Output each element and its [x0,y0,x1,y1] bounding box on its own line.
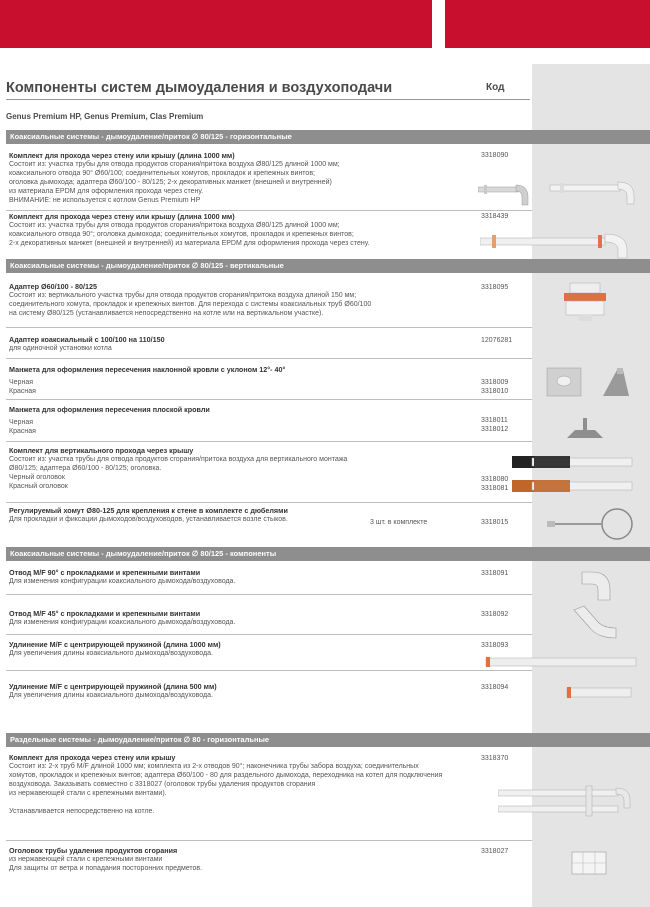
list-item [9,846,529,873]
item-description-line: из нержавеющей стали с крепежными винтами). [9,790,167,797]
adapter-icon [556,281,616,323]
list-item [9,212,529,248]
vertical-roof-kit-icon [512,452,634,498]
item-description-line: Для увеличения длины коаксиального дымохода/воздуховода. [9,650,213,657]
list-item [9,506,529,524]
item-title: Манжета для оформления пересечения наклонной кровли с уклоном 12°- 40° [9,365,286,374]
item-description-line: Состоит из: участка трубы для отвода продуктов сгорания/притока воздуха Ø80/125 длиной 1000 мм; [9,222,340,229]
item-description-line: Черный оголовок [9,474,65,481]
item-description-line: из материала EPDM для оформления прохода через стену. [9,188,204,195]
code-column-header: Код [486,82,505,93]
product-code: 3318091 [481,570,509,577]
wall-clamp-icon [543,506,633,542]
item-title: Отвод M/F 45° с прокладками и крепежными винтами [9,609,201,618]
item-title: Комплект для прохода через стену или крышу (длина 1000 мм) [9,151,235,160]
item-description-line: 2-х декоративных манжет (внешней и внутренней) из материала EPDM для оформления прохода через стену. [9,240,370,247]
list-item [9,151,529,205]
elbow-45-icon [570,604,620,640]
item-separator [6,670,532,671]
stainless-terminal-icon [568,848,610,880]
item-description-line: коаксиального отвода 90° Ø60/100; соединительных хомутов, прокладок и крепежных винтов; [9,170,315,177]
header-red-block-left [0,0,432,48]
product-code: 3318370 [481,755,509,762]
item-title: Комплект для прохода через стену или крышу [9,753,176,762]
item-title: Удлинение M/F с центрирующей пружиной (длина 500 мм) [9,682,217,691]
list-item [9,405,529,436]
item-title: Отвод M/F 90° с прокладками и крепежными винтами [9,568,201,577]
section-header-coaxial-vertical: Коаксиальные системы - дымоудаление/приток ∅ 80/125 - вертикальные [6,259,650,273]
list-item [9,446,529,491]
product-code: 3318094 [481,684,509,691]
horizontal-coaxial-kit-icon [480,226,635,260]
item-separator [6,327,532,328]
item-description-line [9,798,529,807]
item-separator [6,502,532,503]
item-description-line: Состоит из: участка трубы для отвода продуктов сгорания/притока воздуха для вертикального монтажа [9,456,348,463]
product-code: 3318092 [481,611,509,618]
header-red-block-right [445,0,650,48]
item-description-line: коаксиального отвода 90°; оголовка дымохода; соединительных хомутов, прокладок и крепежных винтов; [9,231,354,238]
product-code: 3318011 [481,417,508,424]
horizontal-coaxial-kit-icon [478,172,530,206]
item-description-line: ВНИМАНИЕ: не используется с котлом Genus Premium HP [9,197,201,204]
item-description-line: Устанавливается непосредственно на котле. [9,808,155,815]
product-code: 3318009 [481,379,509,386]
item-title: Оголовок трубы удаления продуктов сгорания [9,846,178,855]
separate-system-kit-icon [498,782,638,822]
top-band [0,0,650,48]
item-description-line: из нержавеющей стали с крепежными винтами [9,856,163,863]
list-item [9,609,529,627]
item-description-line: Состоит из: участка трубы для отвода продуктов сгорания/притока воздуха Ø80/125 длиной 1000 мм; [9,161,340,168]
list-item [9,682,529,700]
item-title: Адаптер Ø60/100 - 80/125 [9,282,97,291]
item-description-line: Черная [9,419,34,426]
list-item [9,640,529,658]
product-code: 3318012 [481,426,509,433]
item-title: Комплект для прохода через стену или крышу (длина 1000 мм) [9,212,235,221]
item-description-line: Состоит из: вертикального участка трубы для отвода продуктов сгорания/притока воздуха длиной 150 мм; [9,292,357,299]
item-description-line: Красная [9,428,36,435]
list-item [9,568,529,586]
product-code: 3318027 [481,848,509,855]
item-separator [6,210,532,211]
product-code: 3318095 [481,284,509,291]
product-code: 3318093 [481,642,509,649]
elbow-90-icon [578,568,618,602]
item-title: Удлинение M/F с центрирующей пружиной (длина 1000 мм) [9,640,221,649]
title-divider [6,99,530,100]
product-code: 3318015 [481,519,509,526]
item-title: Манжета для оформления пересечения плоской кровли [9,405,210,414]
extension-500-icon [563,684,635,700]
product-code: 3318080 [481,476,509,483]
section-header-separate-horizontal: Раздельные системы - дымоудаление/приток ∅ 80 - горизонтальные [6,733,650,747]
item-separator [6,634,532,635]
pitched-roof-flashing-icon [545,366,635,398]
list-item [9,365,529,396]
item-description-line: хомутов, прокладок и крепежных винтов; адаптера Ø60/100 - 80 для раздельного дымохода, переходника на котел для подключения [9,772,443,779]
item-separator [6,594,532,595]
item-title: Адаптер коаксиальный с 100/100 на 110/150 [9,335,165,344]
flat-roof-flashing-icon [565,414,605,440]
item-separator [6,399,532,400]
item-description-line: Для защиты от ветра и попадания посторонних предметов. [9,865,203,872]
list-item [9,335,529,353]
item-description-line: Ø80/125; адаптера Ø60/100 - 80/125; оголовка. [9,465,162,472]
extension-1000-icon [480,655,640,669]
package-quantity: 3 шт. в комплекте [370,519,428,526]
item-separator [6,358,532,359]
item-description-line: на систему Ø80/125 (устанавливается непосредственно на котле или на вертикальном участке). [9,310,324,317]
item-separator [6,441,532,442]
item-description-line: оголовка дымохода; адаптера Ø60/100 - 80/125; 2-х декоративных манжет (внешней и внутренней) [9,179,332,186]
item-description-line: Для увеличения длины коаксиального дымохода/воздуховода. [9,692,213,699]
product-code: 3318081 [481,485,509,492]
product-code: 12076281 [481,337,513,344]
list-item [9,282,529,318]
item-description-line: Состоит из: 2-х труб M/F длиной 1000 мм; комплекта из 2-х отводов 90°; наконечника трубы забора воздуха; соединительных [9,763,419,770]
page-title: Компоненты систем дымоудаления и воздухоподачи [6,80,393,96]
item-description-line: соединительного хомута, прокладок и крепежных винтов. Для перехода с системы коаксиальных труб Ø60/100 [9,301,372,308]
item-description-line: Для изменения конфигурации коаксиального дымохода/воздуховода. [9,578,236,585]
item-description-line: Красный оголовок [9,483,68,490]
list-item [9,753,529,816]
item-title: Комплект для вертикального прохода через крышу [9,446,194,455]
item-description-line: Для прокладки и фиксации дымоходов/воздуховодов, устанавливается возле стыков. [9,516,288,523]
product-code: 3318090 [481,152,509,159]
section-header-coaxial-components: Коаксиальные системы - дымоудаление/приток ∅ 80/125 - компоненты [6,547,650,561]
item-title: Регулируемый хомут Ø80-125 для крепления к стене в комплекте с дюбелями [9,506,288,515]
item-description-line: для одиночной установки котла [9,345,112,352]
item-separator [6,840,532,841]
item-description-line: Черная [9,379,34,386]
boiler-models-subtitle: Genus Premium HP, Genus Premium, Clas Premium [6,112,204,121]
item-description-line: воздуховода. Заказывать совместно с 3318027 (оголовок трубы удаления продуктов сгорания [9,781,316,788]
horizontal-coaxial-kit-icon [540,172,640,206]
product-code: 3318439 [481,213,509,220]
product-code: 3318010 [481,388,509,395]
item-description-line: Красная [9,388,36,395]
section-header-coaxial-horizontal: Коаксиальные системы - дымоудаление/приток ∅ 80/125 - горизонтальные [6,130,650,144]
item-description-line: Для изменения конфигурации коаксиального дымохода/воздуховода. [9,619,236,626]
